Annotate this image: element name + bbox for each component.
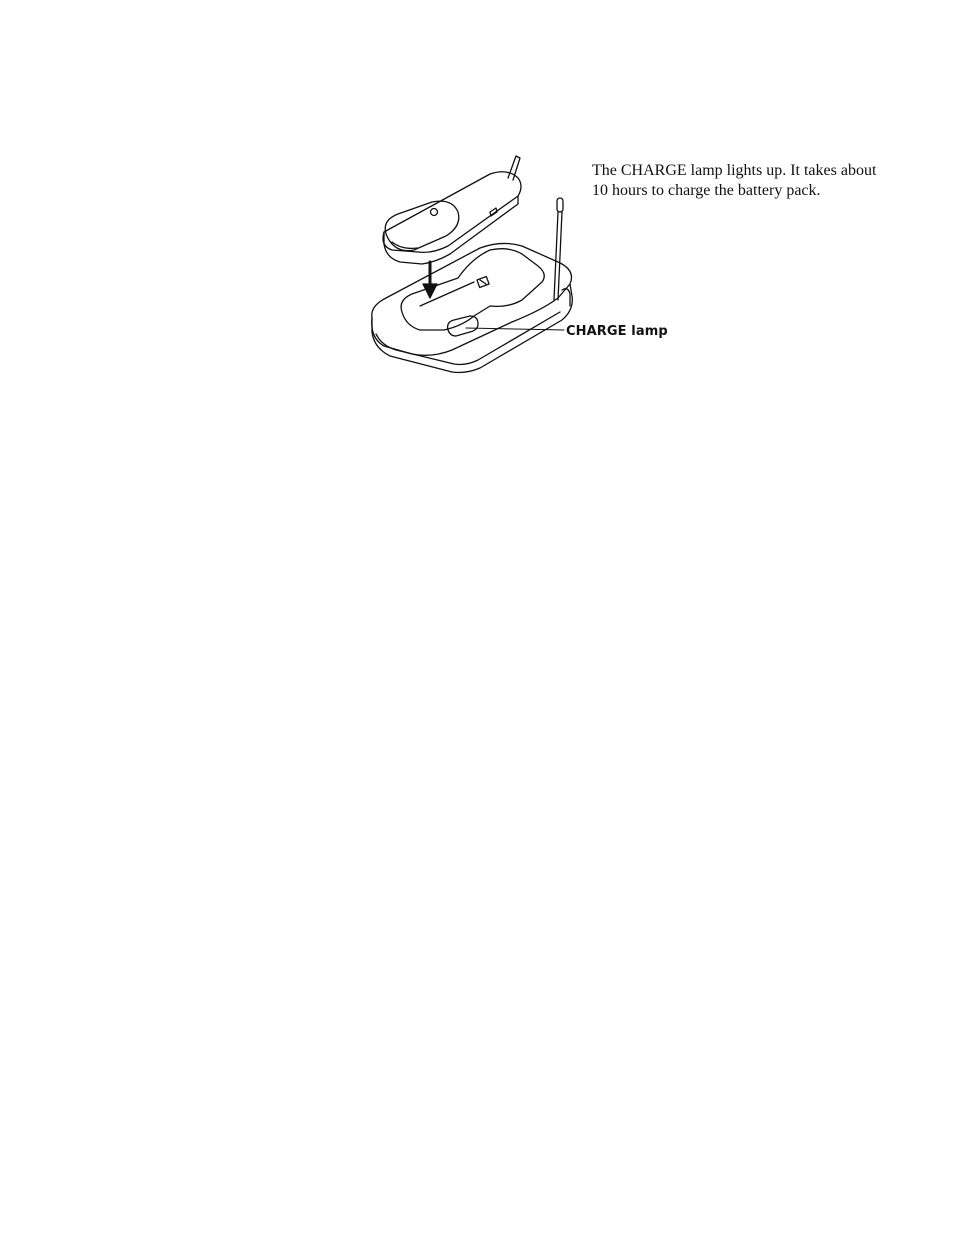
- base-antenna: [554, 198, 563, 300]
- handset-speaker-dot: [431, 209, 438, 216]
- instruction-line-2: 10 hours to charge the battery pack.: [592, 182, 821, 199]
- charge-lamp-leader-line: [466, 328, 564, 330]
- charge-lamp-window: [448, 316, 478, 336]
- handset-antenna: [508, 156, 520, 180]
- insert-arrow: [423, 262, 437, 298]
- instruction-line-1: The CHARGE lamp lights up. It takes about: [592, 162, 877, 179]
- instruction-text: [592, 161, 922, 201]
- charge-lamp-label: CHARGE lamp: [566, 324, 668, 339]
